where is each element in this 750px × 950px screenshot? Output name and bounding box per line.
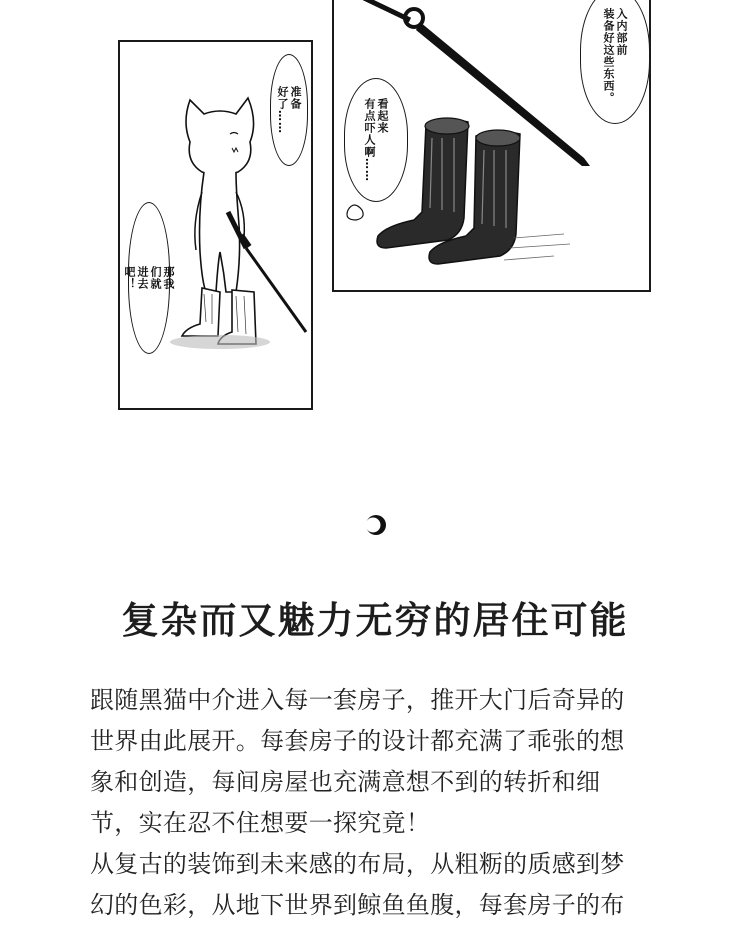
- section-title: 复杂而又魅力无穷的居住可能: [121, 598, 629, 642]
- speech-text-equip: 入内部前 装备好这些东西。: [602, 8, 628, 104]
- speech-text-go-in: 那我 们就 进去 吧！: [123, 266, 175, 290]
- body-line: 世界由此展开。每套房子的设计都充满了乖张的想: [90, 727, 625, 755]
- speech-bubble-ready: [270, 54, 308, 166]
- speech-bubble-scary: [344, 78, 408, 202]
- body-line: 节，实在忍不住想要一探究竟！: [90, 809, 431, 837]
- body-line: 象和创造，每间房屋也充满意想不到的转折和细: [90, 768, 601, 796]
- speech-text-scary: 看起来 有点吓人啊……: [363, 98, 389, 182]
- body-line: 从复古的装饰到未来感的布局，从粗粝的质感到梦: [90, 850, 625, 878]
- speech-bubble-go-in: [123, 202, 175, 354]
- comic-panel-left: [118, 40, 313, 410]
- body-line: 幻的色彩，从地下世界到鲸鱼鱼腹，每套房子的布: [90, 891, 625, 919]
- crescent-moon-icon: [364, 513, 388, 537]
- comic-panel-right: [332, 0, 651, 292]
- speech-bubble-equip: [580, 0, 650, 124]
- body-line: 跟随黑猫中介进入每一套房子，推开大门后奇异的: [90, 686, 625, 714]
- speech-text-ready: 准备 好了……: [276, 86, 302, 134]
- section-body: [90, 680, 670, 926]
